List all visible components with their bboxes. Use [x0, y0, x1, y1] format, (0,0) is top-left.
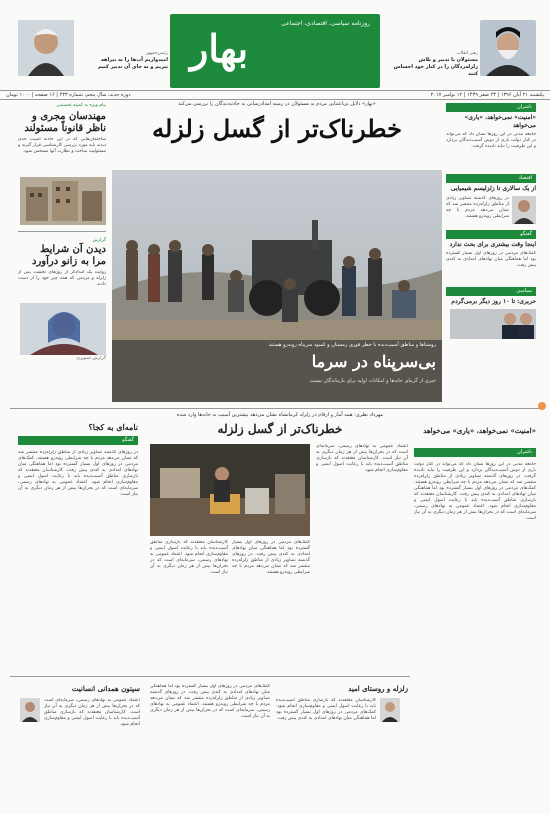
- bottom-left-text-1: اعتماد عمومی به نهادهای رسمی، سرمایه‌ای است که در بحران‌ها بیش از هر زمان دیگری به آن نیاز است.: [44, 698, 140, 715]
- bottom-center-text: [150, 684, 270, 798]
- columnist-photo-icon: [20, 698, 40, 722]
- bottom-center-text-3: اعتماد عمومی به نهادهای رسمی، سرمایه‌ای است که در بحران‌ها بیش از هر زمان دیگری به آن نیاز است.: [150, 702, 270, 719]
- section-divider: [10, 408, 540, 409]
- right-sec2-text: در روزهای گذشته تصاویر زیادی از مناطق زلزله‌زده منتشر شد که نشان می‌دهد مردم با چه شرایطی روبه‌رو هستند.: [446, 196, 509, 219]
- photo-subheadline: خبری از گرمای خانه‌ها و امکانات اولیه برای بازماندگان نیست: [309, 378, 436, 384]
- page-marker-dot: [538, 402, 546, 410]
- masthead-tagline: روزنامه سیاسی، اقتصادی، اجتماعی: [281, 20, 370, 27]
- left-top-text: ساختمان‌هایی که در این حادثه آسیب جدی دیدند باید مورد بررسی کارشناسی قرار گیرند و مسئولیت ساخت و نظارت آنها مشخص شود.: [18, 137, 106, 154]
- president-quote: [78, 50, 168, 71]
- bottom-right-text: [276, 698, 376, 798]
- president-quote-line2: نبریم و به جای آن تدبیر کنیم: [97, 64, 168, 70]
- lower-left-text-1: در روزهای گذشته تصاویر زیادی از مناطق زلزله‌زده منتشر شد که نشان می‌دهد مردم با چه شرایطی روبه‌رو هستند.: [18, 450, 138, 461]
- leader-role: رهبر انقلاب: [456, 51, 478, 56]
- woman-photo: [20, 303, 106, 355]
- bottom-right-text-2: کمک‌های مردمی در روزهای اول بسیار گسترده بود اما هماهنگی میان نهادهای امدادی به کندی پیش رفت.: [276, 710, 376, 721]
- leader-quote-line1: مسئولان با تدبیر و تلاش: [418, 57, 478, 63]
- lower-left-text: [18, 450, 138, 650]
- lower-col-b-2: در روزهای گذشته تصاویر زیادی از مناطق زلزله‌زده منتشر شد که نشان می‌دهد مردم با چه شرایطی روبه‌رو هستند.: [232, 552, 310, 575]
- leader-portrait: [480, 20, 536, 76]
- bottom-right-text-1: کارشناسان معتقدند که بازسازی مناطق آسیب‌دیده باید با رعایت اصول ایمنی و مقاوم‌سازی انجام شود.: [276, 698, 376, 709]
- lower-col-c: [316, 444, 408, 670]
- leader-photo-icon: [480, 20, 536, 76]
- building-photo: [20, 177, 106, 225]
- right-sec3-bar: گفتگو: [446, 230, 536, 239]
- bottom-center-text-2: در روزهای گذشته تصاویر زیادی از مناطق زلزله‌زده منتشر شد که نشان می‌دهد مردم با چه شرایطی روبه‌رو هستند.: [150, 690, 270, 707]
- bottom-divider: [10, 676, 410, 677]
- right-sec1-bar: ناشران: [446, 103, 536, 112]
- lower-right-text-5: اعتماد عمومی به نهادهای رسمی، سرمایه‌ای است که در بحران‌ها بیش از هر زمان دیگری به آن نیاز است.: [414, 504, 536, 521]
- right-sec2-bar: اقتصاد: [446, 174, 536, 183]
- bottom-left-text-2: کارشناسان معتقدند که بازسازی مناطق آسیب‌دیده باید با رعایت اصول ایمنی و مقاوم‌سازی انجام شود.: [44, 710, 140, 727]
- lead-kicker: «بهار» دلایل بی‌اعتنایی مردم به مسئولان در زمینه امدادرسانی به حادثه‌دیدگان را بررسی می‌کند: [178, 101, 376, 107]
- left-top-headline-2: ناظر قانوناً مسئولند: [24, 123, 106, 134]
- left-divider: [18, 231, 106, 232]
- left-bottom-caption: گزارش تصویری: [76, 356, 106, 361]
- lead-headline: خطرناک‌تر از گسل زلزله: [152, 114, 402, 143]
- lower-left-text-3: کارشناسان معتقدند که بازسازی مناطق آسیب‌دیده باید با رعایت اصول ایمنی و مقاوم‌سازی انجام شود.: [18, 468, 138, 485]
- author-avatar: [512, 196, 536, 224]
- aid-distribution-photo: [150, 444, 310, 536]
- bottom-left-headline: سپتون همدانی انسانیت: [71, 684, 140, 693]
- left-mid-kicker: گزارش: [92, 238, 106, 243]
- grieving-woman-photo: [20, 303, 106, 355]
- president-role: رئیس‌جمهور: [145, 51, 168, 56]
- lower-left-headline: نامه‌ای به کجا؟: [88, 422, 138, 432]
- lower-left-text-4: اعتماد عمومی به نهادهای رسمی، سرمایه‌ای است که در بحران‌ها بیش از هر زمان دیگری به آن نیاز است.: [18, 480, 138, 497]
- masthead-logo: بهار: [190, 26, 249, 71]
- masthead: [170, 14, 380, 88]
- right-sec1-headline: «امنیت» نمی‌خواهد، «یاری» می‌خواهد: [464, 114, 536, 129]
- author-photo-icon: [512, 196, 536, 224]
- leader-quote-line2: زلزله‌زدگان را در کنار خود احساس کنند: [393, 64, 478, 77]
- right-sec4-headline: حریری: تا ۱۰ روز دیگر برمی‌گردم: [451, 298, 536, 305]
- left-column: [18, 103, 106, 403]
- president-portrait: [18, 20, 74, 76]
- lower-photo: [150, 444, 310, 536]
- leader-quote: [386, 50, 478, 78]
- left-mid-headline-2: مرا به زانو درآورد: [32, 256, 106, 267]
- left-top-kicker: پیام ویژه به کمیته تخصصی: [55, 103, 106, 108]
- right-sec3-headline: اینجا وقت بیشتری برای بحث ندارد: [449, 241, 536, 248]
- photo-headline: بی‌سرپناه در سرما: [311, 352, 436, 371]
- bottom-right-avatar: [380, 698, 400, 722]
- lower-col-c-2: کارشناسان معتقدند که بازسازی مناطق آسیب‌دیده باید با رعایت اصول ایمنی و مقاوم‌سازی انجام شود.: [316, 456, 408, 473]
- lower-col-a-2: اعتماد عمومی به نهادهای رسمی، سرمایه‌ای است که در بحران‌ها بیش از هر زمان دیگری به آن نیاز است.: [150, 552, 228, 575]
- lower-col-b: [232, 540, 310, 670]
- officials-photo: [450, 309, 536, 339]
- president-quote-line1: امیدواریم آب‌ها را به بیراهه: [100, 57, 168, 63]
- left-top-headline-1: مهندسان مجری و: [32, 111, 106, 122]
- right-sec2-headline: از یک سالاری تا زلزلیسم شیمیایی: [450, 185, 536, 192]
- bottom-center-text-1: کمک‌های مردمی در روزهای اول بسیار گسترده بود اما هماهنگی میان نهادهای امدادی به کندی پیش رفت.: [150, 684, 270, 695]
- bottom-right-headline: زلزله و روستای امید: [348, 684, 408, 693]
- right-sec3-text: کمک‌های مردمی در روزهای اول بسیار گسترده بود اما هماهنگی میان نهادهای امدادی به کندی پیش رفت.: [446, 251, 536, 268]
- lower-right-text-3: کمک‌های مردمی در روزهای اول بسیار گسترده بود اما هماهنگی میان نهادهای امدادی به کندی پیش رفت.: [414, 486, 536, 497]
- lower-col-c-1: اعتماد عمومی به نهادهای رسمی، سرمایه‌ای است که در بحران‌ها بیش از هر زمان دیگری به آن نیاز است.: [316, 444, 408, 461]
- photo-kicker: روستاها و مناطق آسیب‌دیده با خطر فوری زمستان و کمبود سرپناه روبه‌رو هستند: [268, 342, 436, 348]
- lower-center-kicker: مهرداد نظری: همه آمار و ارقام در زلزله کرمانشاه نشان می‌دهد بیشترین آسیب به خانه‌ها وارد شده: [176, 412, 384, 418]
- politics-photo: [450, 309, 536, 339]
- bottom-left-text: [44, 698, 140, 798]
- lower-right-text-1: جامعه مدنی در این روزها نشان داد که می‌تواند در کنار دولت باری از دوش آسیب‌دیدگان بردارد و این ظرفیت را نباید نادیده گرفت.: [414, 462, 536, 479]
- date-line: یکشنبه ۲۱ آبان ۱۳۹۶ | ۲۳ صفر ۱۴۳۹ | ۱۲ نوامبر ۲۰۱۷: [430, 92, 544, 98]
- lower-col-b-1: کمک‌های مردمی در روزهای اول بسیار گسترده بود اما هماهنگی میان نهادهای امدادی به کندی پیش رفت.: [232, 540, 310, 557]
- right-sec1-text: جامعه مدنی در این روزها نشان داد که می‌تواند در کنار دولت باری از دوش آسیب‌دیدگان بردارد و این ظرفیت را نباید نادیده گرفت.: [446, 132, 536, 149]
- lower-left-text-2: کمک‌های مردمی در روزهای اول بسیار گسترده بود اما هماهنگی میان نهادهای امدادی به کندی پیش رفت.: [18, 456, 138, 473]
- lower-right-headline: «امنیت» نمی‌خواهد، «یاری» می‌خواهد: [423, 426, 536, 435]
- right-column: [446, 103, 536, 403]
- right-sec2-body: [446, 196, 536, 224]
- left-mid-headline-1: دیدن آن شرایط: [40, 244, 106, 255]
- bottom-left-avatar: [20, 698, 40, 722]
- lower-right-text: [414, 462, 536, 802]
- lower-col-a: [150, 540, 228, 670]
- lower-col-a-1: کارشناسان معتقدند که بازسازی مناطق آسیب‌دیده باید با رعایت اصول ایمنی و مقاوم‌سازی انجام شود.: [150, 540, 228, 557]
- lower-right-bar: ناشران: [414, 448, 536, 457]
- lower-center-headline: خطرناک‌تر از گسل زلزله: [217, 422, 343, 436]
- right-sec4-bar: سیاسی: [446, 287, 536, 296]
- damaged-building-photo: [20, 177, 106, 225]
- lower-right-text-4: کارشناسان معتقدند که بازسازی مناطق آسیب‌دیده باید با رعایت اصول ایمنی و مقاوم‌سازی انجام شود.: [414, 492, 536, 509]
- writer-photo-icon: [380, 698, 400, 722]
- date-bar: [0, 90, 550, 100]
- lower-right-text-2: در روزهای گذشته تصاویر زیادی از مناطق زلزله‌زده منتشر شد که نشان می‌دهد مردم با چه شرایطی روبه‌رو هستند.: [414, 474, 536, 485]
- lower-left-bar: گفتگو: [18, 436, 138, 445]
- president-photo-icon: [18, 20, 74, 76]
- left-mid-text: روایت یک امدادگر از روزهای نخست پس از زلزله و مردمی که همه چیز خود را از دست دادند.: [18, 270, 106, 287]
- issue-line: دوره جدید، سال پنجم، شماره ۴۳۳ | ۱۶ صفحه | ۱۰۰۰ تومان: [6, 92, 131, 98]
